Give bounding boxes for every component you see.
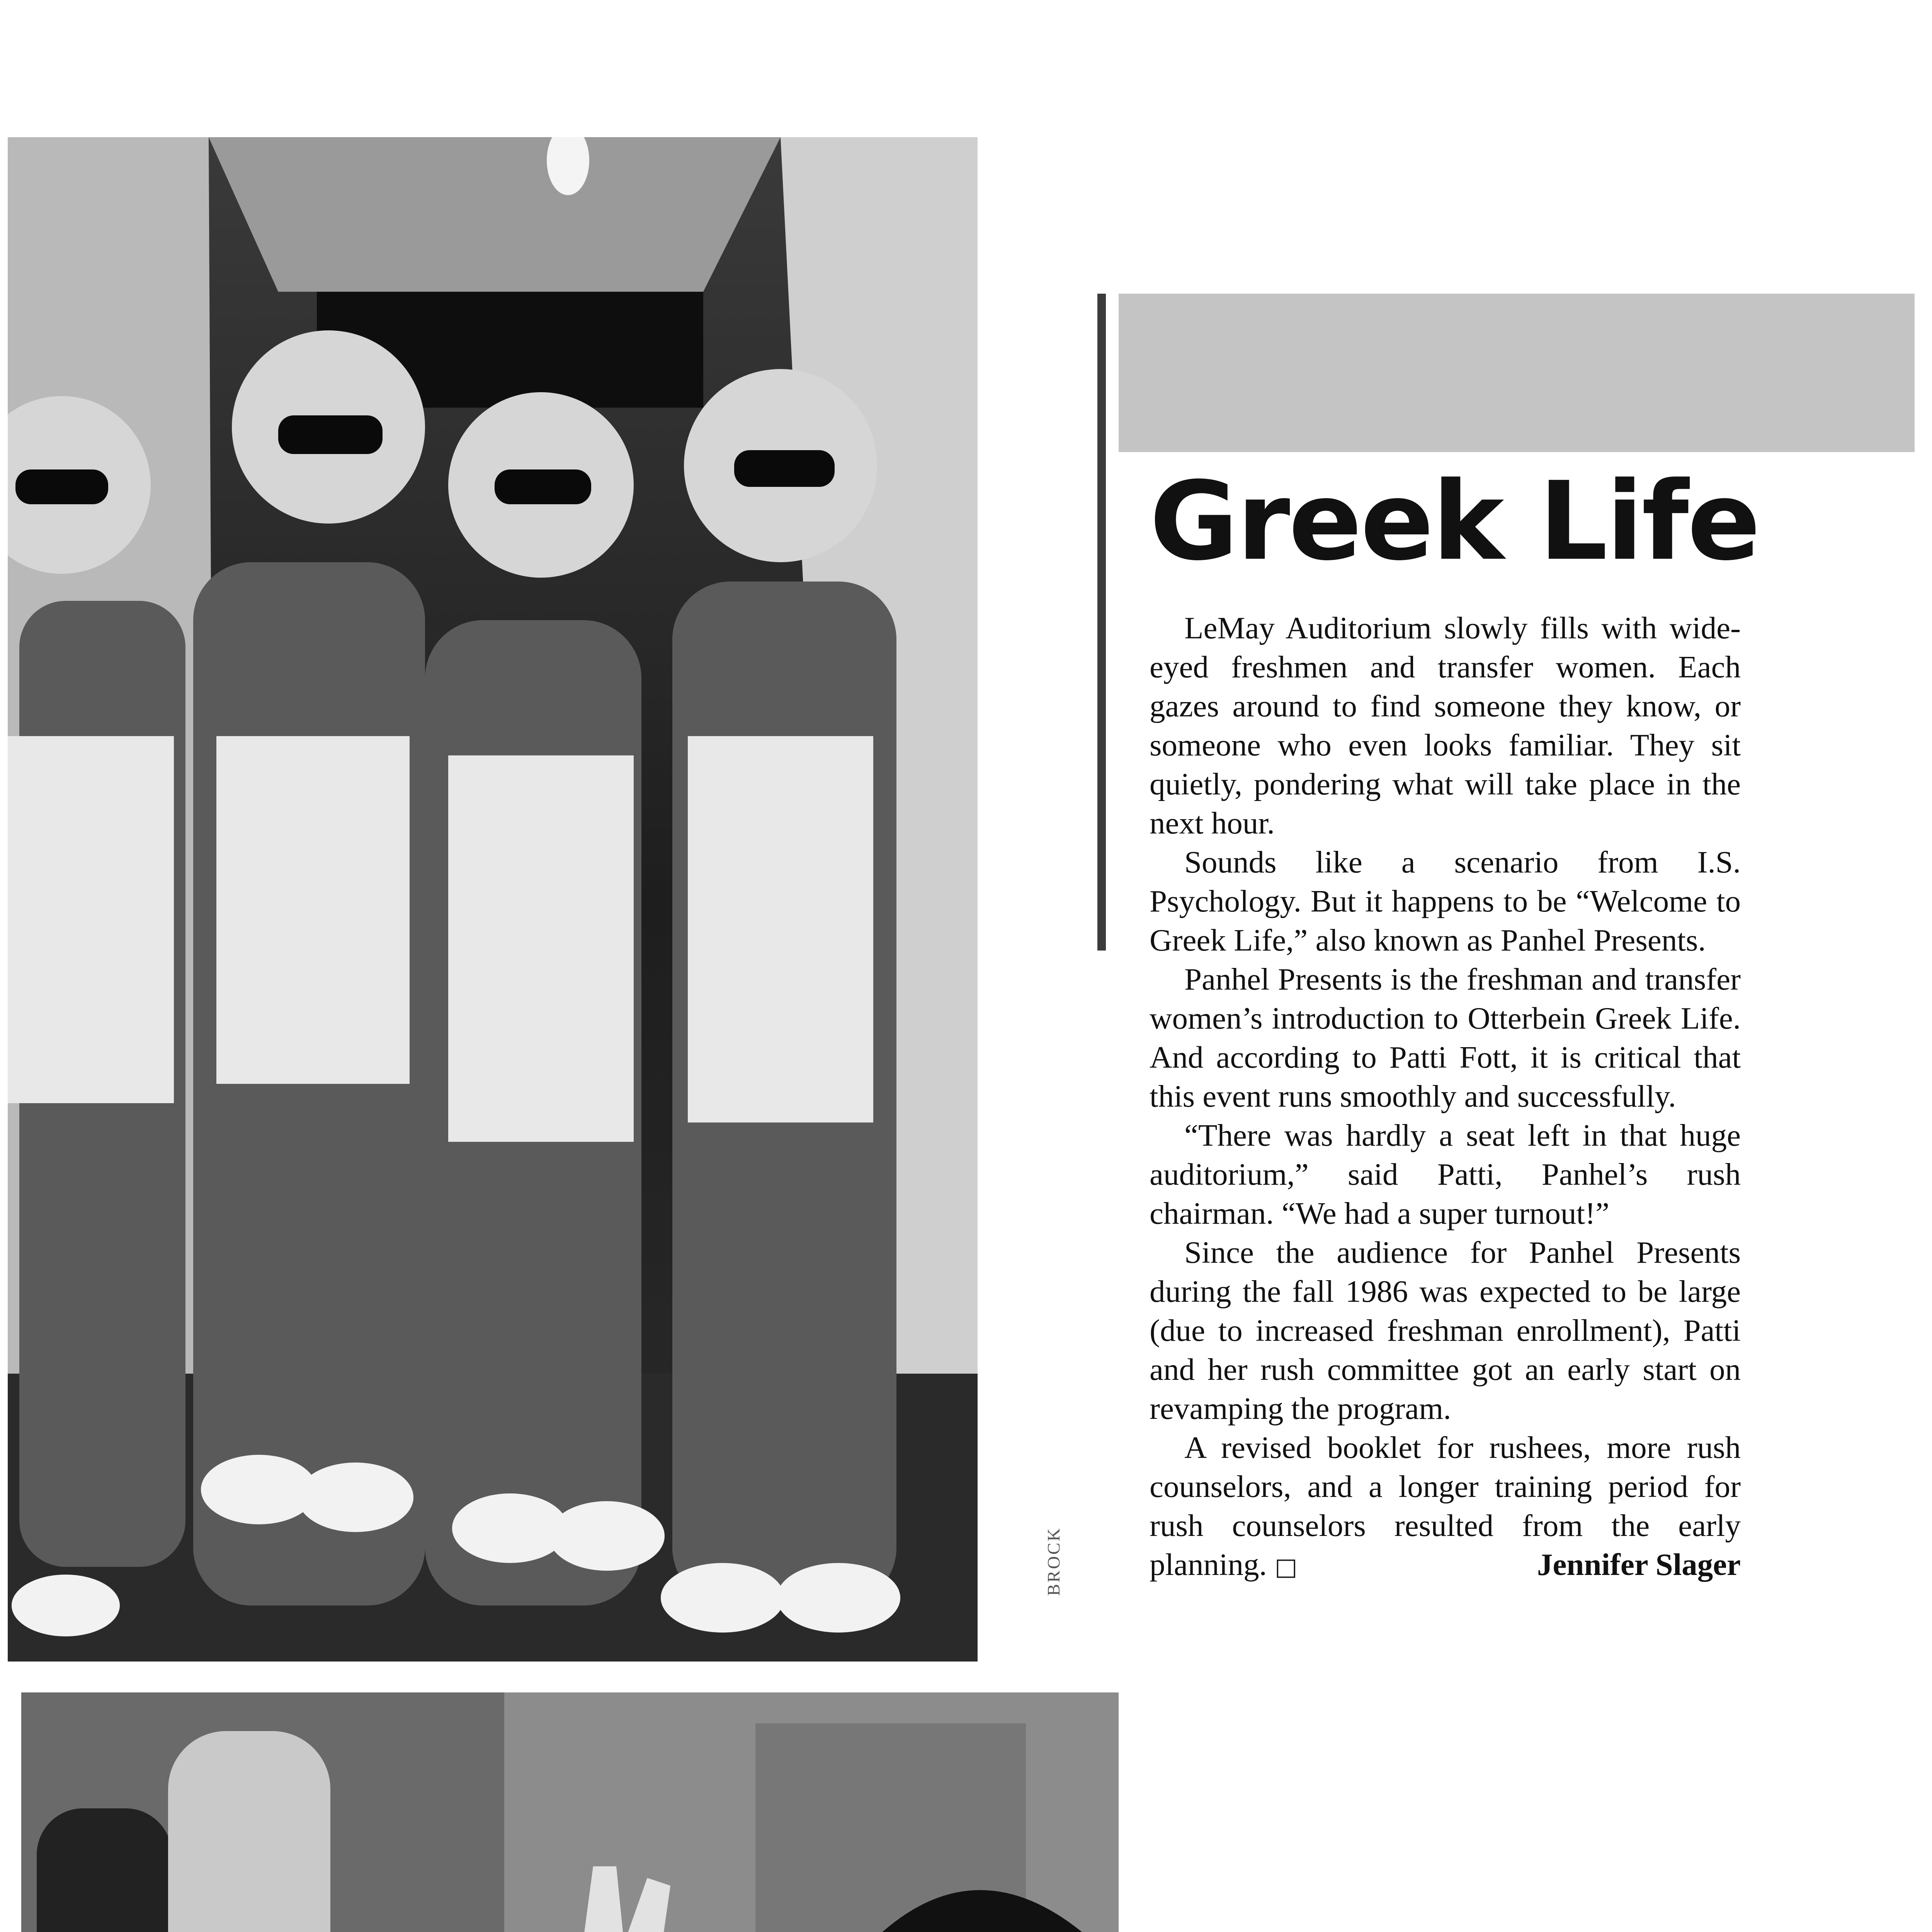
section-title: Greek Life [1150, 459, 1759, 585]
article-paragraph: LeMay Auditorium slowly fills with wide-eyed freshmen and transfer women. Each gazes around to find someone they know, or someone who even looks familiar. They sit quietly, pondering what will take place in the next hour. [1150, 611, 1741, 840]
article-paragraph: A revised booklet for rushees, more rush counselors, and a longer training period for rush counselors resulted from the early planning. [1150, 1430, 1741, 1582]
article-paragraph: Since the audience for Panhel Presents during the fall 1986 was expected to be large (due to increased freshman enrollment), Patti and her rush committee got an early start on revamping the program. [1150, 1235, 1741, 1426]
article-paragraph-last [1150, 1428, 1741, 1586]
header-bar [1119, 294, 1915, 452]
article-paragraph: Panhel Presents is the freshman and transfer women’s introduction to Otterbein Greek Life. And according to Patti Fott, it is critical that this event runs smoothly and successfully. [1150, 962, 1741, 1114]
author-byline: Jennifer Slager [1537, 1547, 1741, 1582]
article-paragraph: “There was hardly a seat left in that huge auditorium,” said Patti, Panhel’s rush chairman. “We had a super turnout!” [1150, 1118, 1741, 1231]
photo-credit-top: BROCK [1044, 1527, 1063, 1596]
photo-top-costumed-women [8, 137, 978, 1662]
photo-bottom-party [21, 1692, 1119, 1932]
article-body [1150, 609, 1741, 1586]
header-accent-rule [1097, 294, 1106, 951]
article-paragraph: Sounds like a scenario from I.S. Psychology. But it happens to be “Welcome to Greek Life,” also known as Panhel Presents. [1150, 845, 1741, 957]
end-mark-icon: □ [1274, 1553, 1298, 1581]
